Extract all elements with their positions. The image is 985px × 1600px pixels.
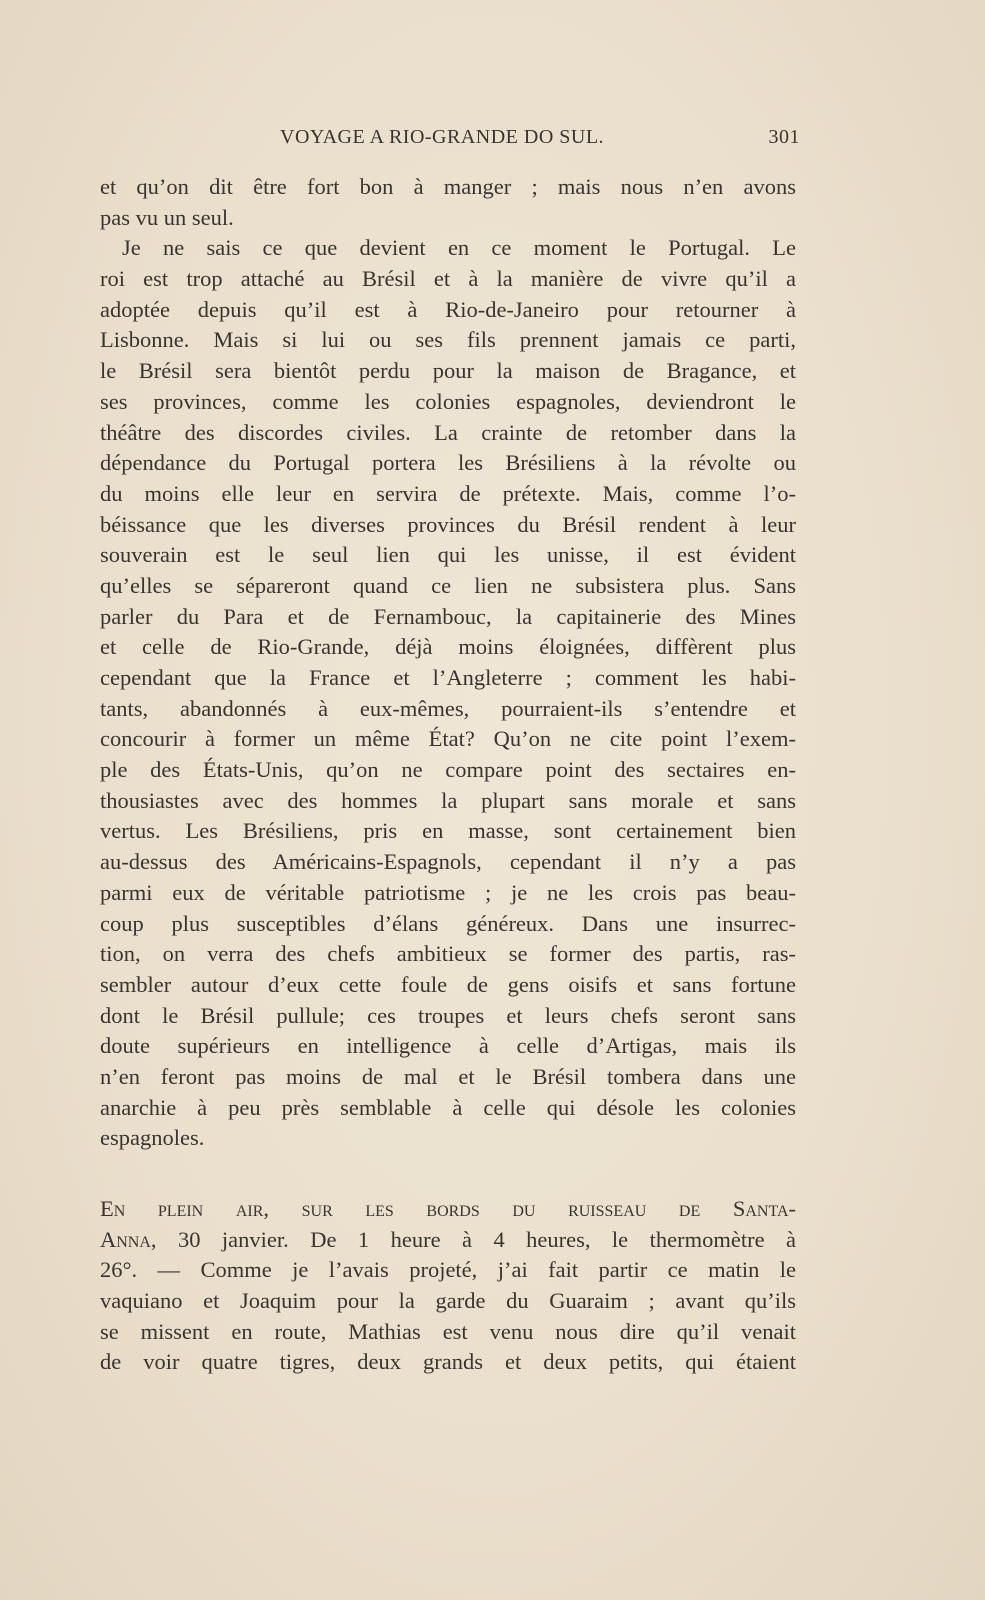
text-line: au-dessus des Américains-Espagnols, cependant il n’y a pas <box>100 849 796 875</box>
body-text <box>100 172 796 1378</box>
text-line: espagnoles. <box>100 1125 205 1151</box>
section-gap <box>100 1154 796 1194</box>
text-line: 26°. — Comme je l’avais projeté, j’ai fait partir ce matin le <box>100 1257 796 1283</box>
text-line: anarchie à peu près semblable à celle qui désole les colonies <box>100 1094 796 1120</box>
text-line: adoptée depuis qu’il est à Rio-de-Janeiro pour retourner à <box>100 296 796 322</box>
text-line: se missent en route, Mathias est venu nous dire qu’il venait <box>100 1318 796 1344</box>
text-line: tion, on verra des chefs ambitieux se former des partis, ras- <box>100 941 796 967</box>
text-line: coup plus susceptibles d’élans généreux. Dans une insurrec- <box>100 910 796 936</box>
page-number: 301 <box>768 126 800 148</box>
text-line: ple des États-Unis, qu’on ne compare point des sectaires en- <box>100 757 796 783</box>
paragraph-2 <box>100 233 796 1154</box>
text-line: qu’elles se sépareront quand ce lien ne subsistera plus. Sans <box>100 572 796 598</box>
text-line: le Brésil sera bientôt perdu pour la maison de Bragance, et <box>100 358 796 384</box>
text-line: n’en feront pas moins de mal et le Brésil tombera dans une <box>100 1063 796 1089</box>
text-line: parler du Para et de Fernambouc, la capitainerie des Mines <box>100 603 796 629</box>
text-line: de voir quatre tigres, deux grands et deux petits, qui étaient <box>100 1349 796 1375</box>
text-line: cependant que la France et l’Angleterre ; comment les habi- <box>100 665 796 690</box>
text-line: et celle de Rio-Grande, déjà moins éloignées, diffèrent plus <box>100 634 796 660</box>
running-title: VOYAGE A RIO-GRANDE DO SUL. <box>280 126 605 148</box>
text-line: pas vu un seul. <box>100 204 234 230</box>
text-line: thousiastes avec des hommes la plupart sans morale et sans <box>100 787 796 813</box>
text-line: roi est trop attaché au Brésil et à la manière de vivre qu’il a <box>100 266 796 292</box>
text-line <box>100 1225 796 1256</box>
text-line: souverain est le seul lien qui les unisse, il est évident <box>100 542 796 568</box>
text-line: dont le Brésil pullule; ces troupes et leurs chefs seront sans <box>100 1002 796 1028</box>
entry-heading: En plein air, sur les bords du ruisseau de Santa- <box>100 1196 796 1221</box>
text-line: doute supérieurs en intelligence à celle d’Artigas, mais ils <box>100 1033 796 1059</box>
text-line: vaquiano et Joaquim pour la garde du Guaraim ; avant qu’ils <box>100 1288 796 1314</box>
text-line: Lisbonne. Mais si lui ou ses fils prennent jamais ce parti, <box>100 327 796 353</box>
text-line: parmi eux de véritable patriotisme ; je ne les crois pas beau- <box>100 879 796 905</box>
entry-heading-date: 30 janvier. De 1 heure à 4 heures, le thermomètre à <box>156 1226 796 1252</box>
text-line: sembler autour d’eux cette foule de gens oisifs et sans fortune <box>100 971 796 997</box>
text-line: théâtre des discordes civiles. La crainte de retomber dans la <box>100 419 796 445</box>
entry-heading-place: Anna, <box>100 1226 157 1252</box>
text-line: ses provinces, comme les colonies espagnoles, deviendront le <box>100 388 796 414</box>
paragraph-3 <box>100 1194 796 1378</box>
text-line: et qu’on dit être fort bon à manger ; mais nous n’en avons <box>100 174 796 199</box>
text-line: béissance que les diverses provinces du Brésil rendent à leur <box>100 511 796 537</box>
text-line: dépendance du Portugal portera les Brésiliens à la révolte ou <box>100 450 796 476</box>
paragraph-1 <box>100 172 796 233</box>
text-line: Je ne sais ce que devient en ce moment le Portugal. Le <box>122 235 796 261</box>
text-line: concourir à former un même État? Qu’on ne cite point l’exem- <box>100 726 796 752</box>
text-line: vertus. Les Brésiliens, pris en masse, sont certainement bien <box>100 818 796 844</box>
text-line: du moins elle leur en servira de prétexte. Mais, comme l’o- <box>100 480 796 506</box>
text-line: tants, abandonnés à eux-mêmes, pourraient-ils s’entendre et <box>100 695 796 721</box>
running-head <box>100 126 800 152</box>
